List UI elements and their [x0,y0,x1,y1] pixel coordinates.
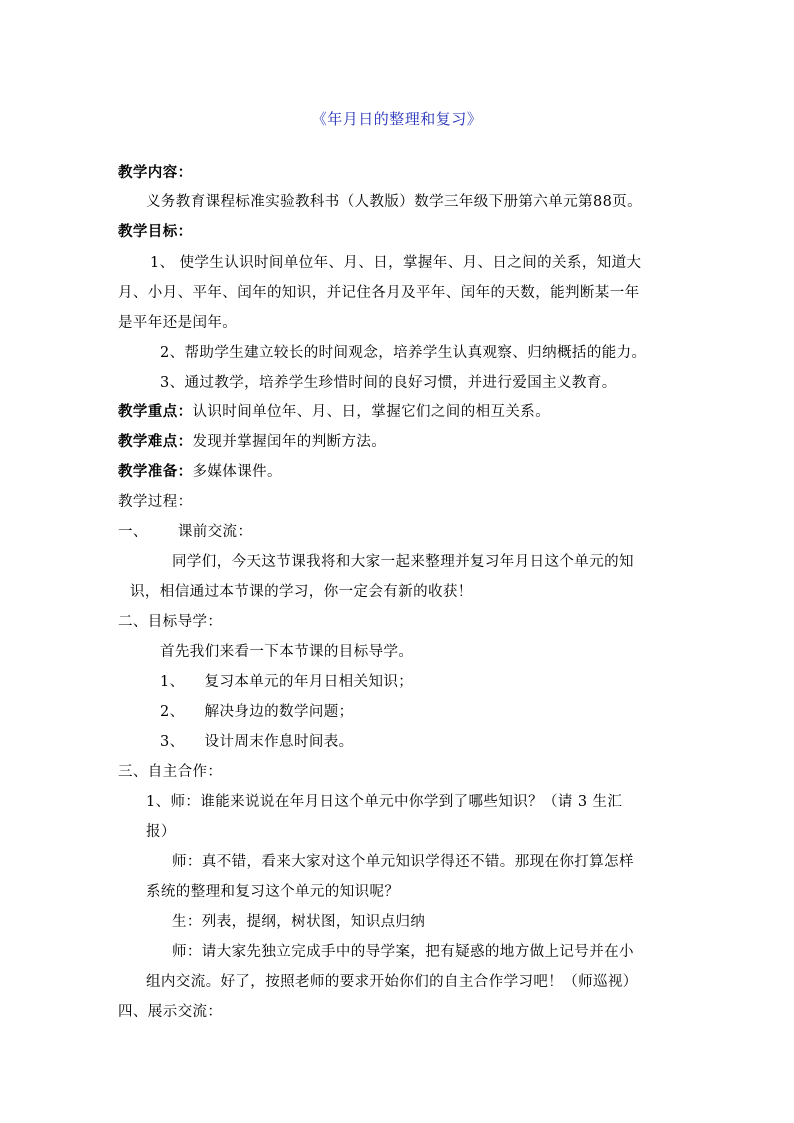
section3-question-line1: 1、师：谁能来说说在年月日这个单元中你学到了哪些知识？（请 3 生汇 [146,794,623,810]
section1-line1: 同学们，今天这节课我将和大家一起来整理并复习年月日这个单元的知 [172,554,634,570]
content-row [118,163,193,183]
section3-teacher1-line1: 师：真不错，看来大家对这个单元知识学得还不错。那现在你打算怎样 [172,854,634,870]
section1-line2: 识，相信通过本节课的学习，你一定会有新的收获！ [130,584,473,600]
section4-heading: 四、展示交流： [118,1004,223,1020]
section3-student1: 生：列表，提纲，树状图，知识点归纳 [172,914,426,930]
section3-teacher2-line2: 组内交流。好了，按照老师的要求开始你们的自主合作学习吧！（师巡视） [146,974,638,990]
section3-question-line2: 报） [146,824,176,840]
section3-heading: 三、自主合作： [118,764,223,780]
goal1-line2: 月、小月、平年、闰年的知识，并记住各月及平年、闰年的天数，能判断某一年 [118,285,640,301]
section2-intro: 首先我们来看一下本节课的目标导学。 [160,644,414,660]
key-text: 认识时间单位年、月、日，掌握它们之间的相互关系。 [192,404,551,420]
document-title: 《年月日的整理和复习》 [311,110,483,128]
section2-heading: 二、目标导学： [118,614,223,630]
prep-text: 多媒体课件。 [192,464,282,480]
difficulty-heading: 教学难点： [118,433,193,450]
section3-teacher2-line1: 师：请大家先独立完成手中的导学案，把有疑惑的地方做上记号并在小 [172,944,634,960]
key-row [118,402,550,422]
prep-row [118,462,282,482]
section2-item1: 1、 复习本单元的年月日相关知识； [160,674,414,690]
content-text: 义务教育课程标准实验教科书（人教版）数学三年级下册第六单元第88页。 [146,194,643,210]
section2-item2: 2、 解决身边的数学问题； [160,704,354,720]
goal1-line1: 1、 使学生认识时间单位年、月、日，掌握年、月、日之间的关系，知道大 [150,255,642,271]
process-heading: 教学过程： [118,494,193,510]
goals-heading: 教学目标： [118,223,193,240]
goal1-line3: 是平年还是闰年。 [118,315,238,331]
content-heading: 教学内容： [118,164,193,181]
section3-teacher1-line2: 系统的整理和复习这个单元的知识呢？ [146,884,400,900]
goal2: 2、帮助学生建立较长的时间观念，培养学生认真观察、归纳概括的能力。 [160,345,647,361]
section2-item3: 3、 设计周末作息时间表。 [160,734,354,750]
difficulty-text: 发现并掌握闰年的判断方法。 [192,434,387,450]
prep-heading: 教学准备： [118,463,193,480]
section1-heading: 一、 课前交流： [118,524,253,540]
key-heading: 教学重点： [118,403,193,420]
goal3: 3、通过教学，培养学生珍惜时间的良好习惯，并进行爱国主义教育。 [160,375,617,391]
difficulty-row [118,432,386,452]
